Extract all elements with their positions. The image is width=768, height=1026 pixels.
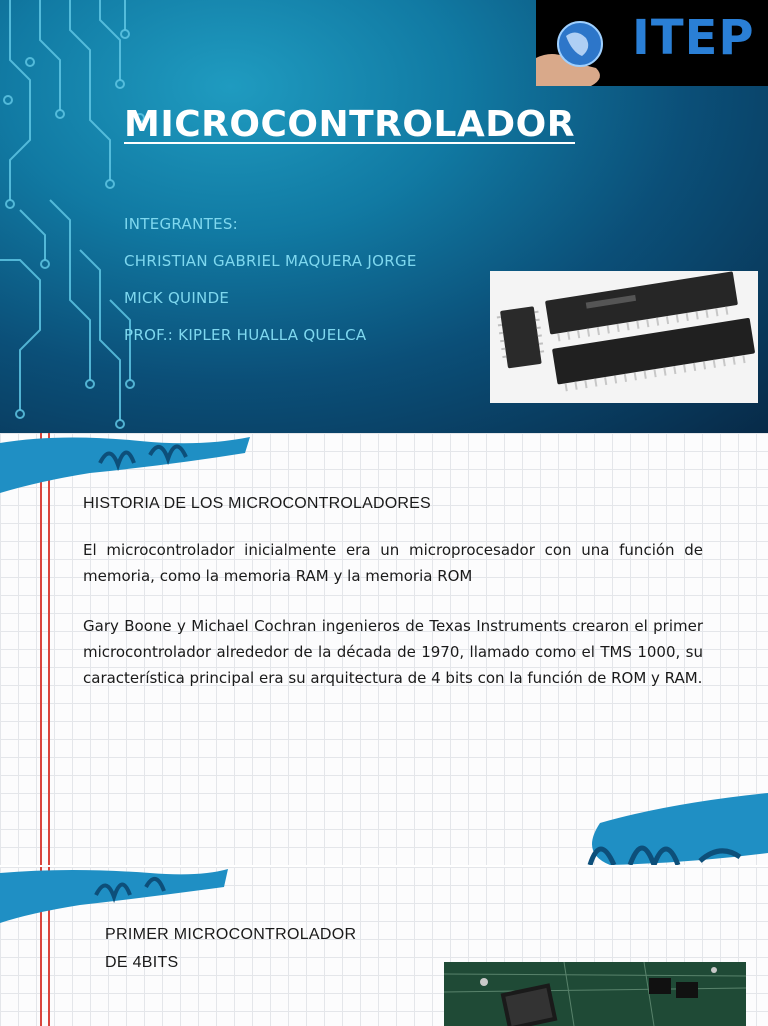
history-heading: HISTORIA DE LOS MICROCONTROLADORES [83,495,431,512]
first-microcontroller-slide [0,865,768,1026]
member-name: CHRISTIAN GABRIEL MAQUERA JORGE [124,252,417,270]
member-name: MICK QUINDE [124,289,230,307]
brush-stroke-decoration [0,433,260,503]
microcontroller-chips-image [490,271,758,403]
title-slide [0,0,768,433]
history-paragraph: Gary Boone y Michael Cochran ingenieros de Texas Instruments crearon el primer microcontrolador alrededor de la década de 1970, llamado como el TMS 1000, su característica principal era su arquitectura de 4 bits con la función de ROM y RAM. [83,617,703,687]
brush-stroke-decoration [570,783,768,865]
members-list [124,206,417,354]
history-paragraph: El microcontrolador inicialmente era un microprocesador con una función de memoria, como la memoria RAM y la memoria ROM [83,541,703,585]
history-content [83,495,703,715]
circuit-board-image [444,962,746,1026]
itep-logo [536,0,768,86]
globe-hand-icon [536,8,608,86]
professor-name: PROF.: KIPLER HUALLA QUELCA [124,326,367,344]
history-slide [0,433,768,865]
slide3-title: PRIMER MICROCONTROLADOR DE 4BITS [105,926,357,971]
slide-title: MICROCONTROLADOR [124,104,576,145]
members-label: INTEGRANTES: [124,215,239,233]
logo-text: ITEP [632,10,755,66]
